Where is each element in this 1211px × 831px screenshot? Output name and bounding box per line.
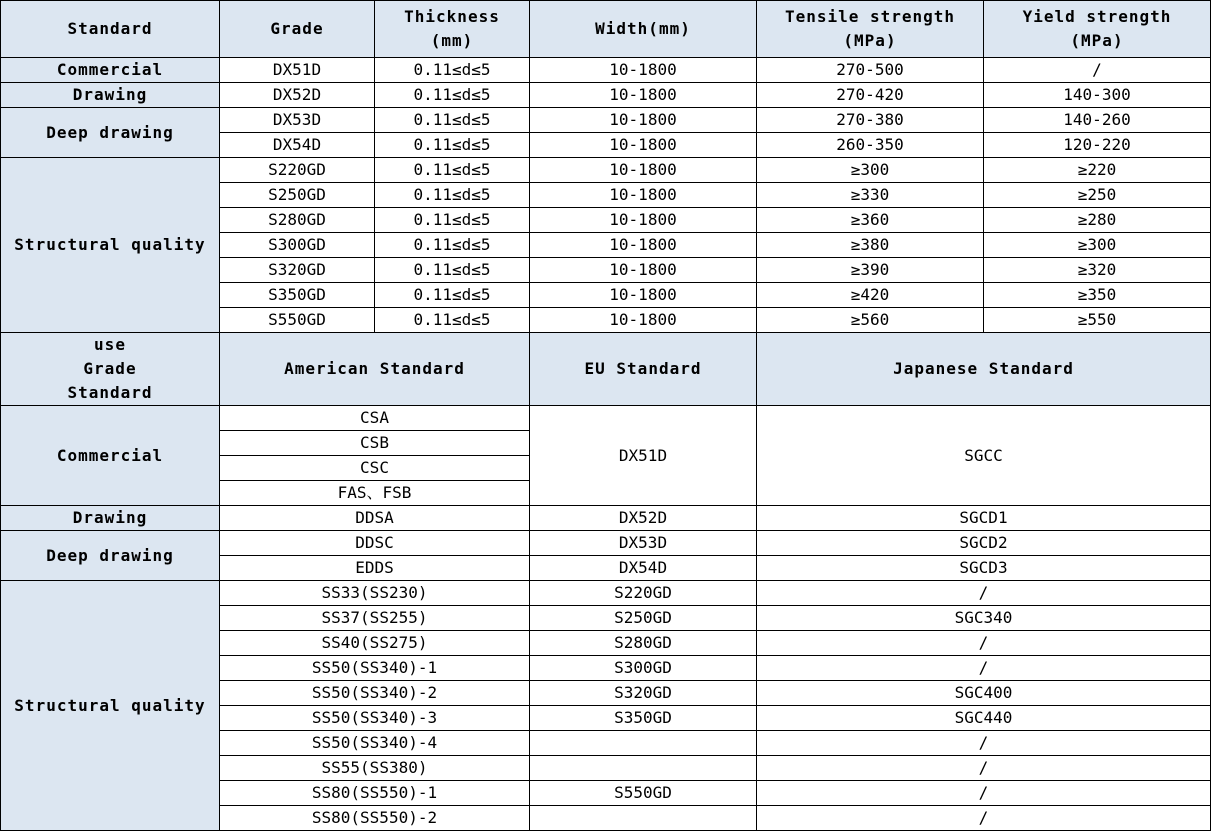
cell-american: EDDS bbox=[220, 556, 530, 581]
cell-thickness: 0.11≤d≤5 bbox=[375, 233, 530, 258]
cell-yield: 120-220 bbox=[984, 133, 1211, 158]
cell-american: CSC bbox=[220, 456, 530, 481]
group-drawing: Drawing bbox=[1, 83, 220, 108]
cell-width: 10-1800 bbox=[530, 83, 757, 108]
cell-grade: S350GD bbox=[220, 283, 375, 308]
header-yield-label: Yield strength bbox=[1022, 7, 1172, 26]
cell-japanese: SGCD1 bbox=[757, 506, 1211, 531]
cell-american: SS80(SS550)-2 bbox=[220, 806, 530, 831]
cell-tensile: ≥420 bbox=[757, 283, 984, 308]
cell-american: SS55(SS380) bbox=[220, 756, 530, 781]
table2-header-row bbox=[1, 333, 1211, 406]
cell-japanese: / bbox=[757, 756, 1211, 781]
cell-width: 10-1800 bbox=[530, 158, 757, 183]
cell-american: SS50(SS340)-4 bbox=[220, 731, 530, 756]
group-structural: Structural quality bbox=[1, 158, 220, 333]
group-commercial: Commercial bbox=[1, 58, 220, 83]
cell-width: 10-1800 bbox=[530, 208, 757, 233]
cell-yield: 140-260 bbox=[984, 108, 1211, 133]
header-yield-unit: (MPa) bbox=[1070, 31, 1124, 50]
header-yield bbox=[984, 1, 1211, 58]
header-thickness bbox=[375, 1, 530, 58]
cell-eu: S350GD bbox=[530, 706, 757, 731]
cell-thickness: 0.11≤d≤5 bbox=[375, 208, 530, 233]
cell-american: SS50(SS340)-3 bbox=[220, 706, 530, 731]
cell-eu: DX51D bbox=[530, 406, 757, 506]
cell-american: DDSC bbox=[220, 531, 530, 556]
cell-tensile: ≥300 bbox=[757, 158, 984, 183]
table-row bbox=[1, 531, 1211, 556]
cell-width: 10-1800 bbox=[530, 58, 757, 83]
cell-grade: S300GD bbox=[220, 233, 375, 258]
header-thickness-label: Thickness bbox=[404, 7, 500, 26]
cell-tensile: 270-380 bbox=[757, 108, 984, 133]
header-tensile bbox=[757, 1, 984, 58]
cell-japanese: / bbox=[757, 581, 1211, 606]
cell-japanese: SGC440 bbox=[757, 706, 1211, 731]
cell-american: SS37(SS255) bbox=[220, 606, 530, 631]
header-grade2: Grade bbox=[83, 359, 137, 378]
cell-width: 10-1800 bbox=[530, 133, 757, 158]
cell-tensile: ≥360 bbox=[757, 208, 984, 233]
cell-tensile: 260-350 bbox=[757, 133, 984, 158]
cell-grade: S250GD bbox=[220, 183, 375, 208]
header-use-grade-standard bbox=[1, 333, 220, 406]
group-commercial-2: Commercial bbox=[1, 406, 220, 506]
group-structural-2: Structural quality bbox=[1, 581, 220, 831]
cell-eu bbox=[530, 731, 757, 756]
cell-yield: ≥250 bbox=[984, 183, 1211, 208]
cell-japanese: / bbox=[757, 781, 1211, 806]
cell-grade: DX51D bbox=[220, 58, 375, 83]
cell-american: SS80(SS550)-1 bbox=[220, 781, 530, 806]
cell-yield: ≥320 bbox=[984, 258, 1211, 283]
header-japanese: Japanese Standard bbox=[757, 333, 1211, 406]
cell-japanese: / bbox=[757, 656, 1211, 681]
cell-japanese: / bbox=[757, 731, 1211, 756]
cell-eu: S220GD bbox=[530, 581, 757, 606]
cell-width: 10-1800 bbox=[530, 308, 757, 333]
cell-yield: 140-300 bbox=[984, 83, 1211, 108]
table-row bbox=[1, 406, 1211, 431]
cell-american: SS50(SS340)-1 bbox=[220, 656, 530, 681]
cell-width: 10-1800 bbox=[530, 258, 757, 283]
cell-japanese: SGCD2 bbox=[757, 531, 1211, 556]
cell-japanese: SGC400 bbox=[757, 681, 1211, 706]
cell-japanese: / bbox=[757, 806, 1211, 831]
cell-tensile: ≥560 bbox=[757, 308, 984, 333]
header-american: American Standard bbox=[220, 333, 530, 406]
cell-thickness: 0.11≤d≤5 bbox=[375, 258, 530, 283]
cell-eu: S550GD bbox=[530, 781, 757, 806]
cell-eu: DX54D bbox=[530, 556, 757, 581]
table-row bbox=[1, 158, 1211, 183]
cell-grade: S280GD bbox=[220, 208, 375, 233]
cell-thickness: 0.11≤d≤5 bbox=[375, 308, 530, 333]
cell-thickness: 0.11≤d≤5 bbox=[375, 133, 530, 158]
cell-yield: ≥280 bbox=[984, 208, 1211, 233]
cell-width: 10-1800 bbox=[530, 283, 757, 308]
cell-yield: / bbox=[984, 58, 1211, 83]
cell-tensile: ≥390 bbox=[757, 258, 984, 283]
cell-grade: S220GD bbox=[220, 158, 375, 183]
cell-eu: S280GD bbox=[530, 631, 757, 656]
cell-tensile: 270-500 bbox=[757, 58, 984, 83]
table-row bbox=[1, 581, 1211, 606]
cell-thickness: 0.11≤d≤5 bbox=[375, 58, 530, 83]
group-drawing-2: Drawing bbox=[1, 506, 220, 531]
group-deep-drawing: Deep drawing bbox=[1, 108, 220, 158]
cell-grade: S320GD bbox=[220, 258, 375, 283]
cell-japanese: SGC340 bbox=[757, 606, 1211, 631]
cell-yield: ≥550 bbox=[984, 308, 1211, 333]
cell-thickness: 0.11≤d≤5 bbox=[375, 283, 530, 308]
cell-american: SS40(SS275) bbox=[220, 631, 530, 656]
cell-yield: ≥220 bbox=[984, 158, 1211, 183]
cell-american: FAS、FSB bbox=[220, 481, 530, 506]
group-deep-drawing-2: Deep drawing bbox=[1, 531, 220, 581]
cell-japanese: SGCC bbox=[757, 406, 1211, 506]
table-row bbox=[1, 83, 1211, 108]
header-tensile-label: Tensile strength bbox=[784, 7, 956, 26]
cell-tensile: ≥330 bbox=[757, 183, 984, 208]
cell-eu: DX52D bbox=[530, 506, 757, 531]
table-row bbox=[1, 506, 1211, 531]
cell-american: SS50(SS340)-2 bbox=[220, 681, 530, 706]
cell-thickness: 0.11≤d≤5 bbox=[375, 83, 530, 108]
header-width: Width(mm) bbox=[530, 1, 757, 58]
cell-yield: ≥300 bbox=[984, 233, 1211, 258]
header-eu: EU Standard bbox=[530, 333, 757, 406]
cell-grade: S550GD bbox=[220, 308, 375, 333]
table-row bbox=[1, 58, 1211, 83]
cell-eu: DX53D bbox=[530, 531, 757, 556]
cell-american: SS33(SS230) bbox=[220, 581, 530, 606]
cell-eu: S250GD bbox=[530, 606, 757, 631]
cell-thickness: 0.11≤d≤5 bbox=[375, 183, 530, 208]
cell-japanese: SGCD3 bbox=[757, 556, 1211, 581]
cell-grade: DX54D bbox=[220, 133, 375, 158]
cell-grade: DX52D bbox=[220, 83, 375, 108]
cell-width: 10-1800 bbox=[530, 183, 757, 208]
cell-japanese: / bbox=[757, 631, 1211, 656]
cell-eu: S320GD bbox=[530, 681, 757, 706]
header-grade: Grade bbox=[220, 1, 375, 58]
header-use: use bbox=[94, 335, 126, 354]
table-row bbox=[1, 108, 1211, 133]
cell-tensile: ≥380 bbox=[757, 233, 984, 258]
cell-eu: S300GD bbox=[530, 656, 757, 681]
cell-yield: ≥350 bbox=[984, 283, 1211, 308]
cell-american: CSB bbox=[220, 431, 530, 456]
cell-width: 10-1800 bbox=[530, 233, 757, 258]
cell-tensile: 270-420 bbox=[757, 83, 984, 108]
cell-width: 10-1800 bbox=[530, 108, 757, 133]
cell-eu bbox=[530, 806, 757, 831]
cell-american: CSA bbox=[220, 406, 530, 431]
header-standard2: Standard bbox=[67, 383, 153, 402]
cell-thickness: 0.11≤d≤5 bbox=[375, 108, 530, 133]
header-standard: Standard bbox=[1, 1, 220, 58]
cell-american: DDSA bbox=[220, 506, 530, 531]
cell-grade: DX53D bbox=[220, 108, 375, 133]
cell-thickness: 0.11≤d≤5 bbox=[375, 158, 530, 183]
header-tensile-unit: (MPa) bbox=[843, 31, 897, 50]
cell-eu bbox=[530, 756, 757, 781]
table1-header-row bbox=[1, 1, 1211, 58]
header-thickness-unit: (mm) bbox=[430, 31, 474, 50]
